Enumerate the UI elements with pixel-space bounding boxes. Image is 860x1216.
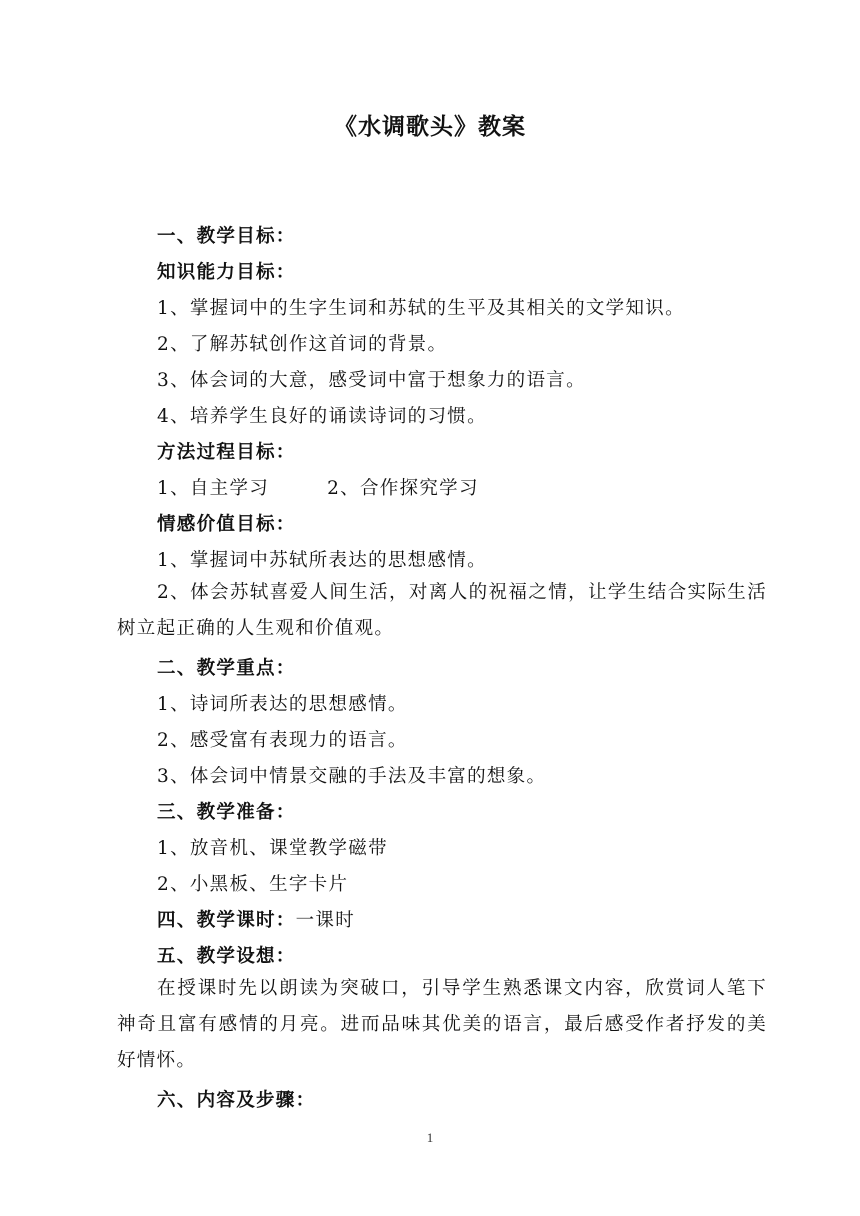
idea-paragraph: 在授课时先以朗读为突破口，引导学生熟悉课文内容，欣赏词人笔下神奇且富有感情的月亮。进而品味其优美的语言，最后感受作者抒发的美好情怀。 (117, 978, 767, 1071)
hours-value: 一课时 (295, 910, 356, 931)
knowledge-item-3: 3、体会词的大意，感受词中富于想象力的语言。 (157, 370, 586, 391)
hours-label: 四、教学课时： (157, 910, 296, 931)
page-number: 1 (426, 1130, 434, 1145)
method-item-1: 1、自主学习 (157, 478, 270, 499)
knowledge-item-2: 2、了解苏轼创作这首词的背景。 (157, 334, 448, 355)
focus-item-2: 2、感受富有表现力的语言。 (157, 730, 408, 751)
focus-item-1: 1、诗词所表达的思想感情。 (157, 694, 408, 715)
emotion-item-1: 1、掌握词中苏轼所表达的思想感情。 (157, 550, 487, 571)
subheading-knowledge: 知识能力目标： (157, 262, 296, 283)
section-heading-focus: 二、教学重点： (157, 658, 296, 679)
document-title: 《水调歌头》教案 (334, 113, 526, 140)
focus-item-3: 3、体会词中情景交融的手法及丰富的想象。 (157, 766, 547, 787)
section-heading-steps: 六、内容及步骤： (157, 1090, 316, 1111)
emotion-item-2: 2、体会苏轼喜爱人间生活，对离人的祝福之情，让学生结合实际生活树立起正确的人生观和价值观。 (117, 582, 767, 639)
section-heading-goals: 一、教学目标： (157, 226, 296, 247)
knowledge-item-4: 4、培养学生良好的诵读诗词的习惯。 (157, 406, 487, 427)
method-items (157, 474, 479, 500)
prep-item-2: 2、小黑板、生字卡片 (157, 874, 349, 895)
section-heading-hours (157, 906, 355, 932)
prep-item-1: 1、放音机、课堂教学磁带 (157, 838, 388, 859)
method-item-2: 2、合作探究学习 (327, 478, 479, 499)
subheading-emotion: 情感价值目标： (157, 514, 296, 535)
subheading-method: 方法过程目标： (157, 442, 296, 463)
section-heading-idea: 五、教学设想： (157, 946, 296, 967)
section-heading-prep: 三、教学准备： (157, 802, 296, 823)
knowledge-item-1: 1、掌握词中的生字生词和苏轼的生平及其相关的文学知识。 (157, 298, 685, 319)
